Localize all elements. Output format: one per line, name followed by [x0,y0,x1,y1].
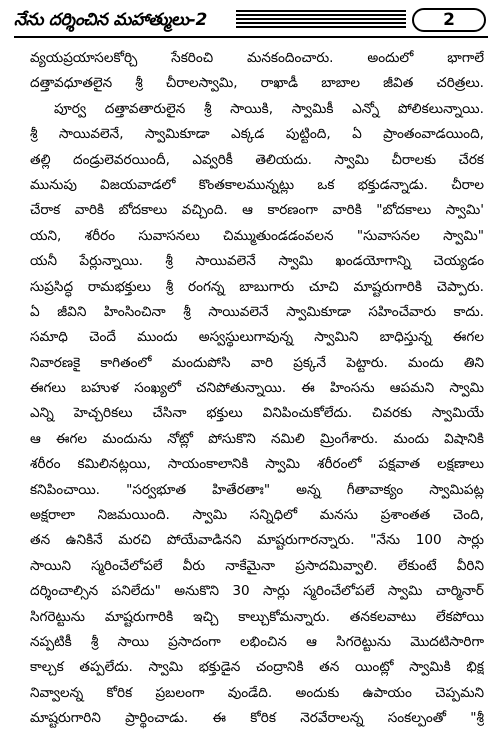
rule-line [236,10,406,12]
text-line: శరీరం కమిలినట్లయి, సాయంకాలానికి స్వామి శరీరంలో పక్షవాత లక్షణాలు [30,456,484,473]
text-line: సాయిని స్మరించేలోపలే వీరు నాకేమైనా ప్రసాదమివ్వాలి. లేకుంటే వీరిని [30,557,484,574]
text-line: పూర్వ దత్తావతారులైన శ్రీ సాయికి, స్వామికీ ఎన్నో పోలికలున్నాయి. [54,100,484,117]
text-line: సుప్రసిద్ధ రామభక్తులు శ్రీ రంగన్న బాబుగారు చూచి మాష్టరుగారికి చెప్పారు. [30,278,484,295]
page-header [14,7,488,35]
text-line: కనిపించాయి. "సర్వభూత హితేరతాః" అన్న గీతావాక్యం స్వామిపట్ల [30,481,484,498]
text-line: నప్పటికీ శ్రీ సాయి ప్రసాదంగా లభించిన ఆ సిగరెట్టును మొదటిసారిగా [30,633,484,650]
text-line: శ్రీ సాయివలెనే, స్వామికూడా ఎక్కడ పుట్టింది, ఏ ప్రాంతంవాడయింది, [30,126,484,143]
rule-line [236,18,406,20]
text-line: చేరాక వారికి బోదకాలు వచ్చింది. ఆ కారణంగా వారికి "బోదకాలు స్వామి' [30,202,484,219]
body-text [30,46,484,732]
rule-line [236,26,406,28]
text-line: తల్లి దండ్రులెవరయిందీ, ఎవ్వరికీ తెలియదు. స్వామి చీరాలకు చేరక [30,151,484,168]
rule-line [236,22,406,24]
text-line: మాష్టరుగారిని ప్రార్థించాడు. ఈ కోరిక నెరవేరాలన్న సంకల్పంతో "శ్రీ [30,710,484,727]
text-line: యనీ పేర్లున్నాయి. శ్రీ సాయివలెనే స్వామి ఖండయోగాన్ని చెయ్యడం [30,253,484,270]
text-line: మునుపు విజయవాడలో కొంతకాలమున్నట్లు ఒక భక్తుడన్నాడు. చీరాల [30,176,484,193]
text-line: సమాధి చెందే ముందు అస్వస్థులుగావున్న స్వామిని బాధిస్తున్న ఈగల [30,329,484,346]
header-divider [14,36,488,38]
book-title: నేను దర్శించిన మహాత్ములు-2 [14,10,208,30]
text-line: అక్షరాలా నిజమయింది. స్వామి సన్నిధిలో మనసు ప్రశాంతత చెంది, [30,507,484,524]
decorative-rule-lines [236,10,406,32]
text-line: దత్తావధూతలైన శ్రీ చీరాలస్వామి, రాఖాడీ బాబాల జీవిత చరిత్రలు. [30,75,484,92]
text-line: దర్శించాల్సిన పనిలేదు" అనుకొని 30 సార్లు స్మరించేలోపలే స్వామి చార్మినార్ [30,583,484,600]
text-line: ఏ జీవిని హింసించినా శ్రీ సాయివలెనే స్వామికూడా సహించేవారు కాదు. [30,303,484,320]
text-line: ఆ ఈగల మందును నోట్లో పోసుకొని నమిలి మ్రింగేశారు. మందు విషానికి [30,430,484,447]
text-line: ఈగలు బహుళ సంఖ్యలో చనిపోతున్నాయి. ఈ హింసను ఆపమని స్వామి [30,380,484,397]
text-line: నివ్వాలన్న కోరిక ప్రబలంగా వుండేది. అందుకు ఉపాయం చెప్పమని [30,684,484,701]
rule-line [236,14,406,16]
text-line: ఎన్ని హెచ్చరికలు చేసినా భక్తులు వినిపించుకోలేదు. చివరకు స్వామియే [30,405,484,422]
text-line: కాల్చక తప్పలేదు. స్వామి భక్తుడైన చంద్రానికి తన యింట్లో స్వామికి భిక్ష [30,659,484,676]
text-line: తన ఉనికినే మరచి పోయేవాడినని మాష్టరుగారన్నారు. "నేను 100 సార్లు [30,532,484,549]
text-line: యని, శరీరం సువాసనలు చిమ్ముతుండడంవలన "సువాసనల స్వామి" [30,227,484,244]
text-line: వ్యయప్రయాసలకోర్చి సేకరించి మనకందించారు. అందులో భాగాలే [30,50,484,66]
page-number: 2 [412,8,486,32]
text-line: సిగరెట్టును మాష్టరుగారికి ఇచ్చి కాల్చుకోమన్నారు. తనకలవాటు లేకపోయి [30,608,484,625]
text-line: నివారణకై కాగితంలో మందుపోసి వారి ప్రక్కనే పెట్టారు. మందు తిని [30,354,484,371]
